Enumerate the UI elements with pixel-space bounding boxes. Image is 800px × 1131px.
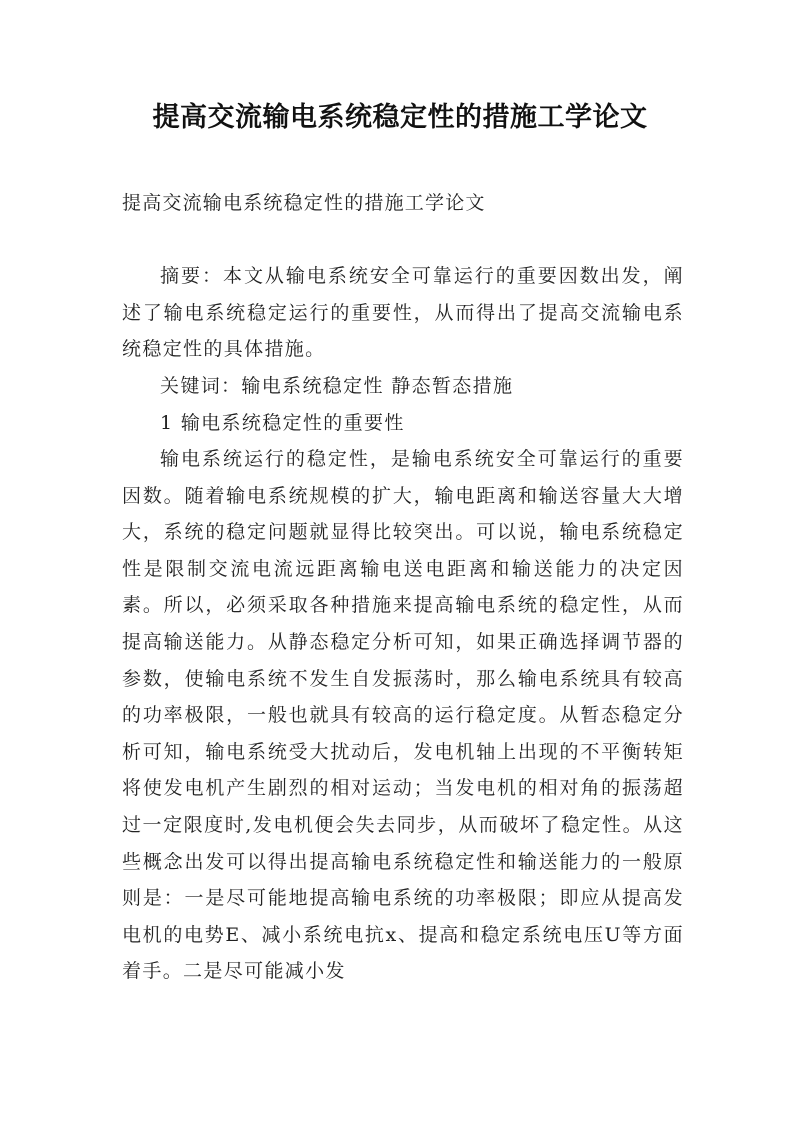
keywords-line: 关键词：输电系统稳定性 静态暂态措施: [160, 375, 514, 397]
body-paragraph: 输电系统运行的稳定性，是输电系统安全可靠运行的重要因数。随着输电系统规模的扩大，输电距离和输送容量大大增大，系统的稳定问题就显得比较突出。可以说，输电系统稳定性是限制交流电流远距离输电送电距离和输送能力的决定因素。所以，必须采取各种措施来提高输电系统的稳定性，从而提高输送能力。从静态稳定分析可知，如果正确选择调节器的参数，使输电系统不发生自发振荡时，那么输电系统具有较高的功率极限，一般也就具有较高的运行稳定度。从暂态稳定分析可知，输电系统受大扰动后，发电机轴上出现的不平衡转矩将使发电机产生剧烈的相对运动；当发电机的相对角的振荡超过一定限度时,发电机便会失去同步，从而破坏了稳定性。从这些概念出发可以得出提高输电系统稳定性和输送能力的一般原则是：一是尽可能地提高输电系统的功率极限；即应从提高发电机的电势E、减小系统电抗x、提高和稳定系统电压U等方面着手。二是尽可能减小发: [122, 448, 684, 983]
document-subtitle: 提高交流输电系统稳定性的措施工学论文: [122, 192, 486, 214]
document-title: 提高交流输电系统稳定性的措施工学论文: [152, 102, 648, 133]
abstract-paragraph: 摘要：本文从输电系统安全可靠运行的重要因数出发，阐述了输电系统稳定运行的重要性，从而得出了提高交流输电系统稳定性的具体措施。: [122, 265, 684, 361]
section-heading: 1 输电系统稳定性的重要性: [160, 412, 405, 434]
